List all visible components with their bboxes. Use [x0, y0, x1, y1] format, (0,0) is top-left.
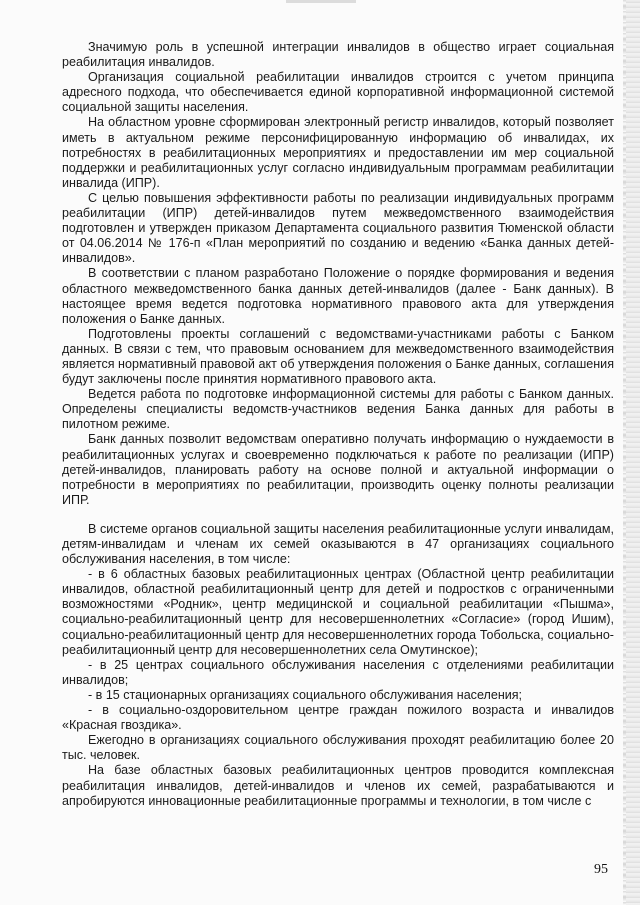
list-item: - в 6 областных базовых реабилитационных центрах (Областной центр реабилитации инвалидов, областной реабилитационный центр для детей и подростков с ограниченными возможностями «Родник», центр медицинской и социальной реабилитации «Пышма», социально-реабилитационный центр для несовершеннолетних «Согласие» (город Ишим), социально-реабилитационный центр для несовершеннолетних города Тобольска, социально-реабилитационный центр для несовершеннолетних села Омутинское);	[62, 567, 614, 657]
paragraph: Ежегодно в организациях социального обслуживания проходят реабилитацию более 20 тыс. человек.	[62, 733, 614, 763]
list-item: - в 15 стационарных организациях социального обслуживания населения;	[88, 687, 523, 702]
paragraph: Подготовлены проекты соглашений с ведомствами-участниками работы с Банком данных. В связи с тем, что правовым основанием для межведомственного взаимодействия является нормативный правовой акт об утверждения положения о Банке данных, соглашения будут заключены после принятия нормативного правового акта.	[62, 326, 614, 387]
paragraph: Банк данных позволит ведомствам оперативно получать информацию о нуждаемости в реабилитационных услугах и своевременно подключаться к работе по реализации (ИПР) детей-инвалидов, планировать работу на основе полной и актуальной информации о потребности в мероприятиях по реабилитации, производить оценку полноты реализации ИПР.	[62, 432, 614, 507]
scan-edge-artifact	[626, 0, 640, 905]
paragraph: Значимую роль в успешной интеграции инвалидов в общество играет социальная реабилитация инвалидов.	[62, 40, 614, 70]
scan-top-mark	[286, 0, 356, 3]
paragraph: В соответствии с планом разработано Положение о порядке формирования и ведения областного межведомственного банка данных детей-инвалидов (далее - Банк данных). В настоящее время ведется подготовка нормативного правового акта для утверждения положения о Банке данных.	[62, 266, 614, 326]
paragraph: В системе органов социальной защиты населения реабилитационные услуги инвалидам, детям-инвалидам и членам их семей оказываются в 47 организациях социального обслуживания населения, в том числе:	[62, 521, 614, 567]
paragraph: Организация социальной реабилитации инвалидов строится с учетом принципа адресного подхода, что обеспечивается единой корпоративной информационной системой социальной защиты населения.	[62, 70, 614, 115]
paragraph: На областном уровне сформирован электронный регистр инвалидов, который позволяет иметь в актуальном режиме персонифицированную информацию об инвалидах, их потребностях в реабилитационных мероприятиях и предоставлении им мер социальной поддержки и реабилитационных услуг согласно индивидуальным программам реабилитации инвалида (ИПР).	[62, 115, 614, 190]
document-body	[62, 40, 614, 809]
page-number: 95	[594, 862, 608, 877]
paragraph: На базе областных базовых реабилитационных центров проводится комплексная реабилитация инвалидов, детей-инвалидов и членов их семей, разрабатываются и апробируются инновационные реабилитационные программы и технологии, в том числе с	[62, 763, 614, 808]
list-item: - в 25 центрах социального обслуживания населения с отделениями реабилитации инвалидов;	[62, 657, 614, 687]
paragraph: Ведется работа по подготовке информационной системы для работы с Банком данных. Определены специалисты ведомств-участников ведения Банка данных для работы в пилотном режиме.	[62, 387, 614, 432]
paragraph: С целью повышения эффективности работы по реализации индивидуальных программ реабилитации (ИПР) детей-инвалидов путем межведомственного взаимодействия подготовлен и утвержден приказом Департамента социального развития Тюменской области от 04.06.2014 № 176-п «План мероприятий по созданию и ведению «Банка данных детей-инвалидов».	[62, 190, 614, 266]
list-item: - в социально-оздоровительном центре граждан пожилого возраста и инвалидов «Красная гвоздика».	[62, 703, 614, 733]
